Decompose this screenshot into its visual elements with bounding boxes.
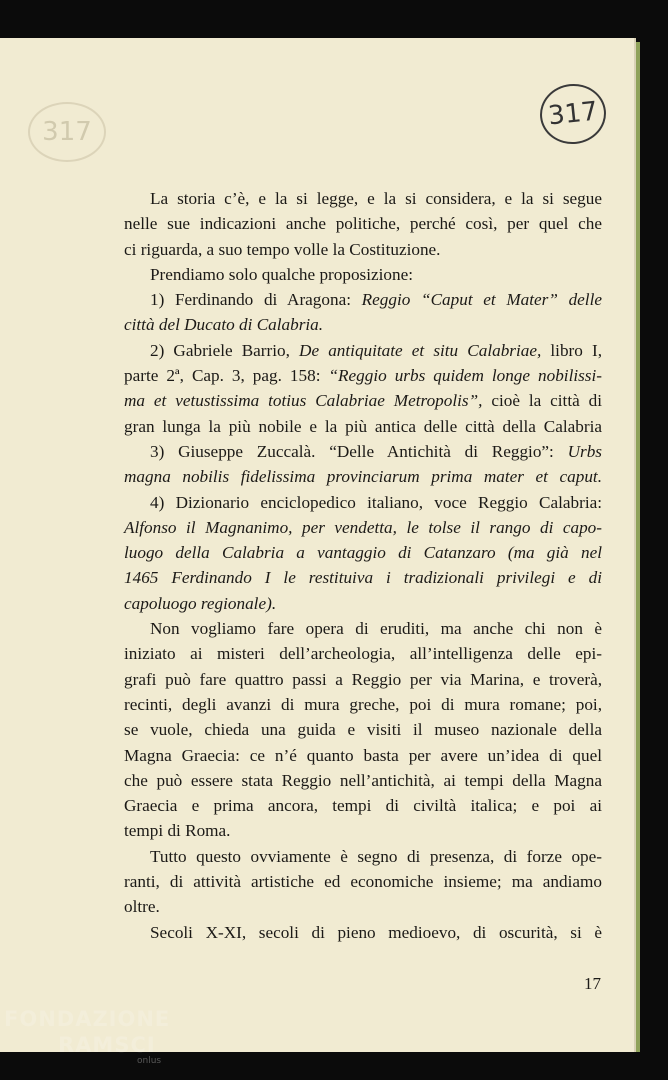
text-line [124, 692, 602, 717]
watermark-suffix: onlus [137, 1056, 162, 1066]
text-segment: gran lunga la più nobile e la più antica delle città della Calabria [124, 416, 602, 436]
text-segment: cioè la città di [482, 391, 602, 411]
text-line [124, 312, 602, 337]
italic-segment: “Reggio urbs quidem longe nobilissi- [328, 366, 602, 386]
text-line [124, 591, 602, 616]
italic-segment: luogo della Calabria a vantaggio di Catanzaro (ma già nel [124, 543, 602, 563]
text-segment: Graecia e prima ancora, tempi di civiltà italica; e poi ai [124, 796, 602, 816]
text-segment: Non vogliamo fare opera di eruditi, ma anche chi non è [150, 619, 602, 639]
text-line [124, 211, 602, 236]
text-line [124, 869, 602, 894]
text-segment: Secoli X-XI, secoli di pieno medioevo, di oscurità, si è [150, 922, 602, 942]
folio-stamp: 317 [537, 81, 609, 148]
text-line [124, 667, 602, 692]
italic-segment: Alfonso il Magnanimo, per vendetta, le tolse il rango di capo- [124, 517, 602, 537]
text-line [124, 464, 602, 489]
text-line [124, 186, 602, 211]
text-line [124, 565, 602, 590]
text-line [124, 920, 602, 945]
text-line [124, 237, 602, 262]
text-line [124, 388, 602, 413]
text-line [124, 414, 602, 439]
document-page [0, 38, 636, 1052]
text-segment: 2) Gabriele Barrio, [150, 340, 300, 360]
italic-segment: 1465 Ferdinando I le restituiva i tradizionali privilegi e di [124, 568, 602, 588]
text-line [124, 743, 602, 768]
text-segment: 1) Ferdinando di Aragona: [150, 290, 362, 310]
text-line [124, 793, 602, 818]
text-line [124, 616, 602, 641]
text-segment: grafi può fare quattro passi a Reggio per via Marina, e troverà, [124, 669, 602, 689]
text-segment: 4) Dizionario enciclopedico italiano, voce Reggio Calabria: [150, 492, 602, 512]
italic-segment: magna nobilis fidelissima provinciarum prima mater et caput. [124, 467, 602, 487]
text-segment: nelle sue indicazioni anche politiche, perché così, per quel che [124, 214, 602, 234]
text-line [124, 717, 602, 742]
text-segment: se vuole, chieda una guida e visiti il museo nazionale della [124, 720, 602, 740]
text-line [124, 818, 602, 843]
text-line [124, 641, 602, 666]
italic-segment: capoluogo regionale). [124, 593, 277, 613]
text-segment: libro I, [541, 340, 602, 360]
text-line [124, 338, 602, 363]
body-text [124, 186, 602, 945]
ghost-folio-stamp: 317 [28, 102, 106, 162]
text-segment: La storia c’è, e la si legge, e la si considera, e la si segue [150, 189, 602, 208]
watermark-line1: FONDAZIONE [4, 1007, 171, 1031]
text-segment: iniziato ai misteri dell’archeologia, all’intelligenza delle epi- [124, 644, 602, 664]
text-segment: Magna Graecia: ce n’é quanto basta per avere un’idea di quel [124, 745, 602, 765]
text-line [124, 515, 602, 540]
text-segment: recinti, degli avanzi di mura greche, poi di mura romane; poi, [124, 694, 602, 714]
text-line [124, 490, 602, 515]
text-segment: 3) Giuseppe Zuccalà. “Delle Antichità di Reggio”: [150, 441, 568, 461]
text-line [124, 540, 602, 565]
text-segment: Prendiamo solo qualche proposizione: [150, 264, 414, 284]
text-segment: Tutto questo ovviamente è segno di presenza, di forze ope- [150, 846, 602, 866]
text-segment: ranti, di attività artistiche ed economiche insieme; ma andiamo [124, 872, 602, 892]
text-line [124, 262, 602, 287]
watermark-logo [4, 1006, 170, 1058]
text-line [124, 894, 602, 919]
italic-segment: città del Ducato di Calabria. [124, 315, 324, 335]
text-line [124, 287, 602, 312]
text-line [124, 768, 602, 793]
text-segment: oltre. [124, 897, 160, 917]
text-line [124, 439, 602, 464]
text-segment: che può essere stata Reggio nell’antichità, ai tempi della Magna [124, 770, 602, 790]
text-segment: ci riguarda, a suo tempo volle la Costituzione. [124, 239, 441, 259]
page-number: 17 [584, 974, 601, 993]
italic-segment: Reggio “Caput et Mater” delle [361, 290, 602, 310]
text-segment: parte 2ª, Cap. 3, pag. 158: [124, 366, 329, 386]
page-edge [636, 42, 640, 1052]
watermark-line2: RAMSCI [58, 1033, 156, 1057]
italic-segment: Urbs [567, 441, 602, 461]
italic-segment: De antiquitate et situ Calabriae, [299, 340, 542, 360]
text-line [124, 363, 602, 388]
italic-segment: ma et vetustissima totius Calabriae Metropolis”, [124, 391, 483, 411]
text-segment: tempi di Roma. [124, 821, 231, 841]
text-line [124, 844, 602, 869]
